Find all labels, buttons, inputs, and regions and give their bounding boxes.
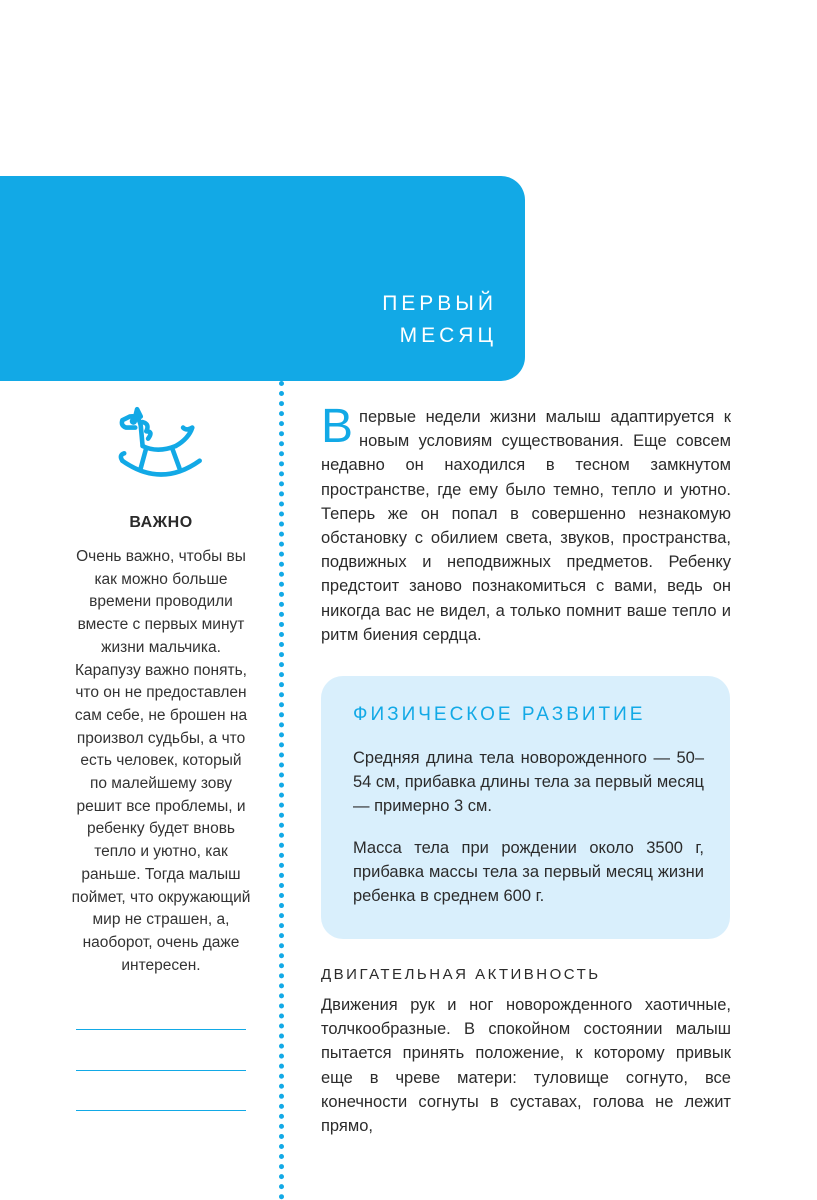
physical-development-box (321, 676, 730, 939)
info-box-paragraph-1: Средняя длина тела новорожденного — 50–54 см, прибавка длины тела за первый месяц — примерно 3 см. (353, 749, 704, 816)
chapter-title (382, 288, 497, 352)
lead-paragraph-text: первые недели жизни малыш адаптируется к новым условиям существования. Еще совсем недавно он находился в тесном замкнутом пространстве, где ему было темно, тепло и уютно. Теперь же он попал в совершенно незнакомую обстановку с обилием света, звуков, пространства, подвижных и неподвижных предметов. Ребенку предстоит заново познакомиться с вами, ведь он никогда вас не видел, а только помнит ваше тепло и ритм биения сердца. (321, 408, 731, 644)
note-line (76, 1110, 246, 1111)
chapter-title-line1: ПЕРВЫЙ (382, 292, 497, 315)
info-box-paragraph-2: Масса тела при рождении около 3500 г, прибавка массы тела за первый месяц жизни ребенка в среднем 600 г. (353, 838, 704, 906)
chapter-header-band (0, 176, 525, 381)
note-line (76, 1029, 246, 1030)
important-sidebar (62, 400, 260, 977)
chapter-title-line2: МЕСЯЦ (399, 324, 497, 347)
column-divider (279, 381, 284, 1200)
info-box-title: ФИЗИЧЕСКОЕ РАЗВИТИЕ (353, 704, 646, 725)
note-line (76, 1070, 246, 1071)
sidebar-heading: ВАЖНО (129, 514, 193, 531)
main-column (321, 400, 731, 647)
section-text: Движения рук и ног новорожденного хаотичные, толчкообразные. В спокойном состоянии малыш пытается принять положение, к которому привык еще в чреве матери: туловище согнуто, все конечности согнуты в суставах, голова не лежит прямо, (321, 996, 731, 1136)
sidebar-text: Очень важно, чтобы вы как можно больше времени проводили вместе с первых минут жизни мальчика. Карапузу важно понять, что он не предоставлен сам себе, не брошен на произвол судьбы, а что есть человек, который по малейшему зову решит все проблемы, и ребенку будет вновь тепло и уютно, как раньше. Тогда малыш поймет, что окружающий мир не страшен, а, наоборот, очень даже интересен. (71, 548, 251, 974)
lead-paragraph (321, 400, 731, 647)
drop-cap: В (321, 400, 354, 453)
section-heading: ДВИГАТЕЛЬНАЯ АКТИВНОСТЬ (321, 966, 601, 983)
rocking-horse-icon (115, 400, 207, 492)
